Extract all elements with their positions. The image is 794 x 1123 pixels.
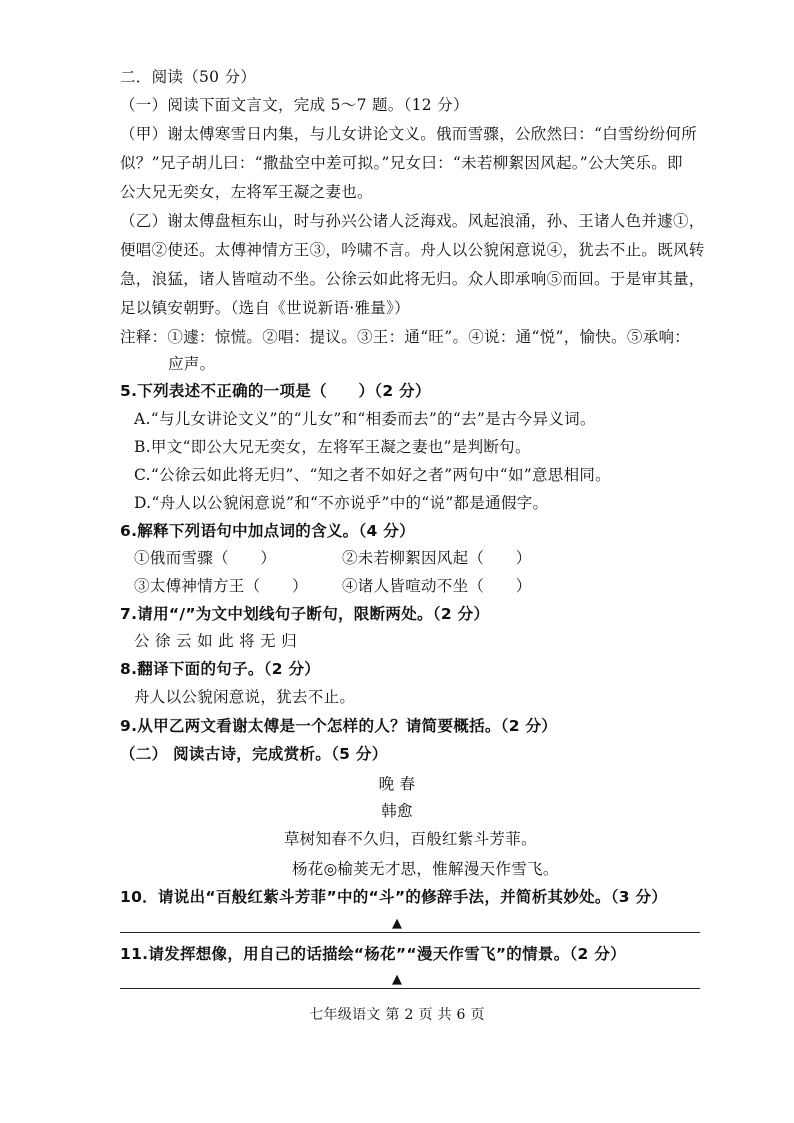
- question-5-option-c: C.“公徐云如此将无归”、“知之者不如好之者”两句中“如”意思相同。: [134, 466, 611, 484]
- part1-heading: （一）阅读下面文言文，完成 5～7 题。（12 分）: [120, 96, 469, 114]
- question-9-stem: 9.从甲乙两文看谢太傅是一个怎样的人？请简要概括。（2 分）: [120, 717, 558, 735]
- question-8-sentence: 舟人以公貌闲意说，犹去不止。: [134, 688, 356, 706]
- question-5-stem: 5.下列表述不正确的一项是（ ）（2 分）: [120, 382, 431, 400]
- question-8-stem: 8.翻译下面的句子。（2 分）: [120, 660, 321, 678]
- answer-triangle-icon: ▲: [392, 972, 402, 987]
- question-5-option-d: D.“舟人以公貌闲意说”和“不亦说乎”中的“说”都是通假字。: [134, 494, 549, 512]
- question-5-option-a: A.“与儿女讲论文义”的“儿女”和“相委而去”的“去”是古今异义词。: [134, 410, 596, 428]
- notes-line: 应声。: [168, 355, 216, 373]
- question-7-stem: 7.请用“/”为文中划线句子断句，限断两处。（2 分）: [120, 605, 490, 623]
- answer-line[interactable]: [120, 932, 700, 933]
- question-6-item: ①俄而雪骤（ ）: [134, 549, 277, 567]
- yi-passage-line: 急，浪猛，诸人皆喧动不坐。公徐云如此将无归。众人即承响⑤而回。于是审其量，: [120, 270, 705, 288]
- jia-passage-line: 公大兄无奕女，左将军王凝之妻也。: [120, 183, 373, 201]
- jia-passage-line: 似？”兄子胡儿曰：“撒盐空中差可拟。”兄女曰：“未若柳絮因风起。”公大笑乐。即: [120, 154, 683, 172]
- yi-passage-line: 便唱②使还。太傅神情方王③，吟啸不言。舟人以公貌闲意说④，犹去不止。既风转: [120, 241, 705, 259]
- yi-passage-line: （乙）谢太傅盘桓东山，时与孙兴公诸人泛海戏。风起浪涌，孙、王诸人色并遽①，: [120, 212, 705, 230]
- page-footer: 七年级语文 第 2 页 共 6 页: [309, 1007, 485, 1023]
- question-6-item: ②未若柳絮因风起（ ）: [342, 549, 532, 567]
- question-10-stem: 10．请说出“百般红紫斗芳菲”中的“斗”的修辞手法，并简析其妙处。（3 分）: [120, 888, 668, 906]
- yi-passage-line: 足以镇安朝野。（选自《世说新语·雅量》）: [120, 299, 410, 317]
- jia-passage-line: （甲）谢太傅寒雪日内集，与儿女讲论文义。俄而雪骤，公欣然曰：“白雪纷纷何所: [120, 125, 698, 143]
- answer-triangle-icon: ▲: [392, 916, 402, 931]
- part2-heading: （二） 阅读古诗，完成赏析。（5 分）: [120, 745, 388, 763]
- question-11-stem: 11.请发挥想像，用自己的话描绘“杨花”“漫天作雪飞”的情景。（2 分）: [120, 945, 626, 963]
- poem-line: 杨花◎榆荚无才思，惟解漫天作雪飞。: [292, 860, 559, 878]
- question-5-option-b: B.甲文“即公大兄无奕女，左将军王凝之妻也”是判断句。: [134, 438, 531, 456]
- answer-line[interactable]: [120, 988, 700, 989]
- poem-title: 晚 春: [378, 775, 416, 793]
- notes-line: 注释：①遽：惊慌。②唱：提议。③王：通“旺”。④说：通“悦”，愉快。⑤承响：: [120, 328, 691, 346]
- question-7-sentence: 公 徐 云 如 此 将 无 归: [134, 632, 297, 650]
- question-6-item: ④诸人皆喧动不坐（ ）: [342, 577, 532, 595]
- question-6-item: ③太傅神情方王（ ）: [134, 577, 308, 595]
- poem-author: 韩愈: [381, 802, 413, 820]
- section-title: 二．阅读（50 分）: [120, 68, 257, 86]
- question-6-stem: 6.解释下列语句中加点词的含义。（4 分）: [120, 522, 415, 540]
- poem-line: 草树知春不久归，百般红紫斗芳菲。: [284, 830, 537, 848]
